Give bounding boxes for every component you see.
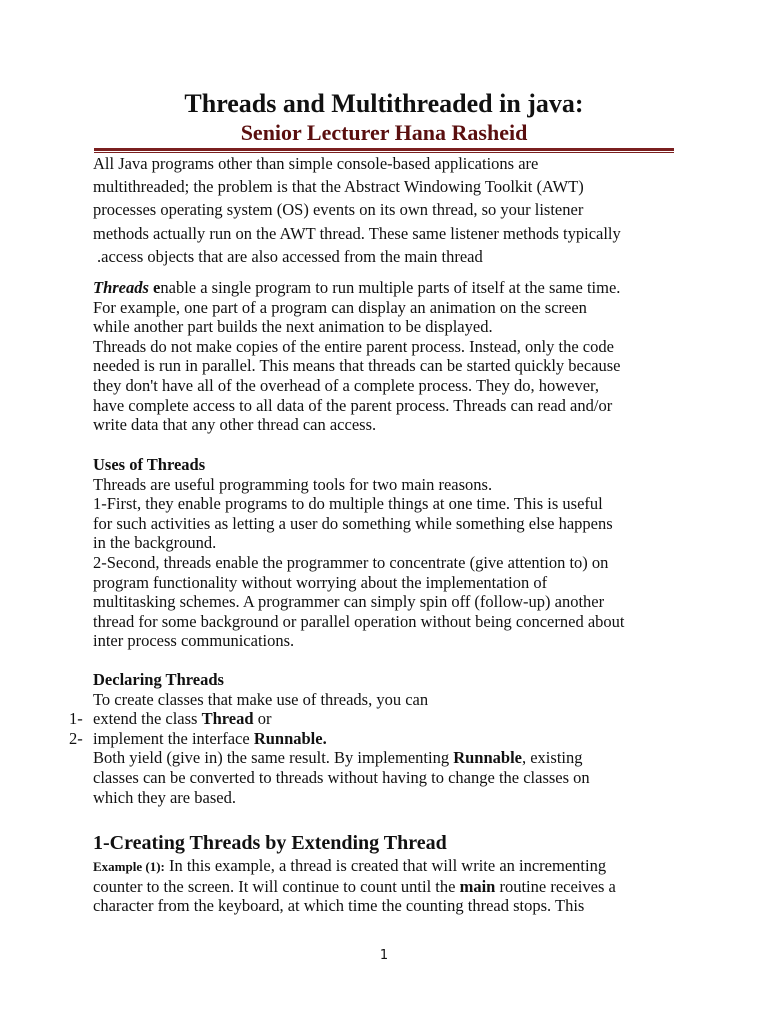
- uses-line: 1-First, they enable programs to do multiple things at one time. This is useful: [93, 494, 603, 514]
- uses-line: 2-Second, threads enable the programmer to concentrate (give attention to) on: [93, 552, 609, 572]
- example-paragraph: [93, 856, 683, 916]
- list-item-text: implement the interface: [93, 728, 254, 748]
- threads-line: needed is run in parallel. This means that threads can be started quickly because: [93, 356, 621, 376]
- threads-line: while another part builds the next animation to be displayed.: [93, 317, 493, 337]
- author-subtitle: Senior Lecturer Hana Rasheid: [240, 120, 528, 145]
- uses-line: multitasking schemes. A programmer can simply spin off (follow-up) another: [93, 592, 605, 612]
- declaring-section: [69, 670, 683, 807]
- uses-line: program functionality without worrying about the implementation of: [93, 572, 548, 592]
- list-number: 2-: [69, 728, 83, 748]
- intro-line: .access objects that are also accessed from the main thread: [97, 246, 483, 266]
- list-item-tail: or: [253, 709, 272, 729]
- intro-paragraph: [93, 152, 683, 268]
- intro-line: All Java programs other than simple console-based applications are: [93, 154, 539, 173]
- uses-heading: Uses of Threads: [93, 455, 206, 474]
- list-item-keyword: Runnable.: [253, 728, 327, 748]
- example-line: [93, 877, 683, 897]
- page-title: Threads and Multithreaded in java:: [184, 89, 584, 118]
- page-number: 1: [379, 948, 389, 963]
- list-item: [69, 728, 683, 749]
- threads-line: write data that any other thread can access.: [93, 415, 377, 435]
- uses-line: thread for some background or parallel operation without being concerned about: [93, 611, 625, 631]
- declaring-line: which they are based.: [93, 787, 236, 807]
- uses-line: Threads are useful programming tools for two main reasons.: [93, 474, 493, 494]
- example-line: character from the keyboard, at which time the counting thread stops. This: [93, 896, 585, 916]
- declaring-intro: To create classes that make use of threads, you can: [93, 689, 429, 709]
- threads-paragraph: [93, 278, 683, 435]
- threads-line: have complete access to all data of the parent process. Threads can read and/or: [93, 395, 613, 415]
- list-item: [69, 709, 683, 729]
- example-label: Example (1):: [93, 859, 165, 874]
- intro-line: processes operating system (OS) events on its own thread, so your listener: [93, 200, 584, 220]
- threads-line: Threads do not make copies of the entire parent process. Instead, only the code: [93, 336, 614, 356]
- example-text: In this example, a thread is created that will write an incrementing: [164, 856, 607, 875]
- intro-line: methods actually run on the AWT thread. These same listener methods typically: [93, 223, 621, 243]
- example-keyword: main: [459, 876, 496, 896]
- list-item-keyword: Thread: [201, 709, 254, 729]
- threads-lead-word: Threads: [93, 278, 149, 297]
- example-text: routine receives a: [495, 876, 616, 896]
- uses-line: for such activities as letting a user do something while something else happens: [93, 513, 613, 533]
- declaring-line: [93, 748, 683, 768]
- intro-line: multithreaded; the problem is that the Abstract Windowing Toolkit (AWT): [93, 177, 584, 197]
- threads-lead-letter: e: [153, 278, 161, 297]
- example-text: counter to the screen. It will continue to count until the: [93, 876, 460, 896]
- threads-line: For example, one part of a program can display an animation on the screen: [93, 297, 587, 317]
- declaring-text: , existing: [521, 748, 583, 768]
- declaring-text: Both yield (give in) the same result. By implementing: [93, 748, 454, 768]
- declaring-keyword: Runnable: [453, 748, 522, 768]
- example-line: [93, 856, 683, 877]
- declaring-heading: Declaring Threads: [93, 670, 224, 689]
- uses-line: in the background.: [93, 533, 217, 553]
- uses-section: [93, 455, 683, 651]
- list-number: 1-: [69, 709, 83, 729]
- list-item-text: extend the class: [93, 709, 202, 729]
- declaring-line: classes can be converted to threads without having to change the classes on: [93, 767, 590, 787]
- threads-line: they don't have all of the overhead of a complete process. They do, however,: [93, 375, 599, 395]
- threads-first-line: [93, 278, 683, 298]
- threads-first-line-rest: nable a single program to run multiple parts of itself at the same time.: [160, 278, 621, 297]
- uses-line: inter process communications.: [93, 631, 295, 651]
- section-heading: 1-Creating Threads by Extending Thread: [93, 832, 447, 854]
